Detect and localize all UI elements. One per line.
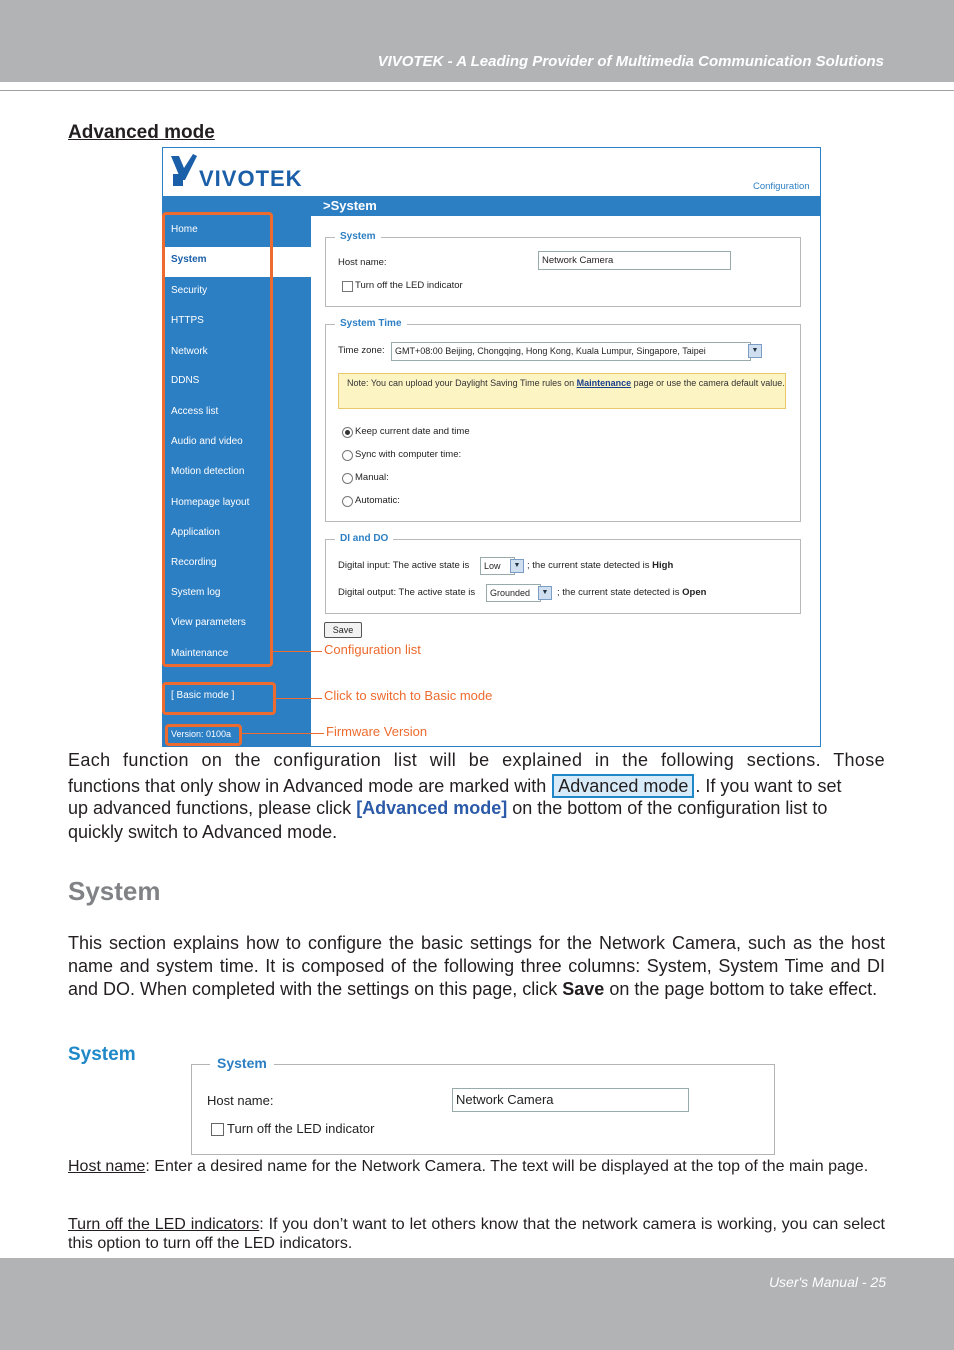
di-state-label [527, 560, 673, 571]
host-name-desc: : Enter a desired name for the Network Camera. The text will be displayed at the top of the main page. [145, 1158, 869, 1175]
intro-line-3-post: on the bottom of the configuration list to [507, 798, 828, 818]
config-list-connector [270, 651, 322, 652]
logo-text: VIVOTEK [199, 166, 303, 191]
system-example-led-label: Turn off the LED indicator [227, 1121, 375, 1136]
do-dropdown-icon[interactable]: ▼ [538, 586, 552, 600]
do-select[interactable]: Grounded [486, 584, 541, 602]
basic-mode-link[interactable]: [ Basic mode ] [171, 690, 235, 701]
host-name-term: Host name [68, 1158, 146, 1175]
system-para-pre: This section explains how to configure the basic settings for the Network Camera, such as the host name and system time. It is composed of the following three columns: System, System Time and DI and DO. When completed with the settings on this page, click [68, 933, 885, 999]
system-para-save: Save [562, 979, 605, 999]
nav-item-system[interactable]: System [171, 254, 207, 265]
radio-keep-time[interactable] [342, 427, 353, 438]
radio-keep-time-label: Keep current date and time [355, 426, 470, 437]
config-list-highlight [162, 212, 273, 667]
basic-mode-connector [273, 698, 322, 699]
nav-item-maintenance[interactable]: Maintenance [171, 648, 229, 659]
radio-manual[interactable] [342, 473, 353, 484]
page-title-bar [311, 196, 820, 216]
system-fieldset [325, 237, 801, 307]
intro-line-2-pre: functions that only show in Advanced mode are marked with [68, 776, 547, 796]
system-heading: System [68, 876, 161, 906]
do-label: Digital output: The active state is [338, 587, 476, 598]
basic-mode-highlight [162, 682, 276, 715]
do-state-label [557, 587, 706, 598]
dst-note [338, 373, 786, 409]
nav-item-security[interactable]: Security [171, 285, 208, 296]
nav-item-audio-video[interactable]: Audio and video [171, 436, 243, 447]
di-state-pre: ; the current state detected is [527, 560, 653, 571]
di-state-value: High [652, 560, 674, 571]
nav-item-https[interactable]: HTTPS [171, 315, 204, 326]
page-title: >System [323, 198, 377, 213]
footer-bar [0, 1258, 954, 1350]
timezone-dropdown-icon[interactable]: ▼ [748, 344, 762, 358]
host-name-input[interactable]: Network Camera [538, 251, 731, 270]
radio-manual-label: Manual: [355, 472, 389, 483]
system-example-led-checkbox[interactable] [211, 1123, 224, 1136]
do-state-value: Open [682, 587, 707, 598]
system-legend: System [335, 231, 381, 242]
led-term: Turn off the LED indicators [68, 1216, 260, 1233]
host-name-description [68, 1157, 885, 1177]
dido-fieldset [325, 539, 801, 614]
nav-item-homepage-layout[interactable]: Homepage layout [171, 497, 250, 508]
callout-firmware: Firmware Version [326, 724, 428, 739]
led-description [68, 1215, 885, 1253]
intro-line-3-pre: up advanced functions, please click [68, 798, 357, 818]
do-state-pre: ; the current state detected is [557, 587, 683, 598]
nav-item-home[interactable]: Home [171, 224, 198, 235]
system-paragraph [68, 932, 885, 1001]
nav-item-motion-detection[interactable]: Motion detection [171, 466, 245, 477]
firmware-connector [240, 733, 324, 734]
intro-line-2 [68, 774, 885, 798]
logo-mark-icon [169, 154, 199, 188]
system-para-post: on the page bottom to take effect. [604, 979, 878, 999]
system-subheading: System [68, 1044, 136, 1065]
nav-item-system-log[interactable]: System log [171, 587, 221, 598]
note-text-post: page or use the camera default value. [631, 378, 785, 388]
timezone-label: Time zone: [338, 345, 385, 356]
system-example-host-label: Host name: [207, 1093, 274, 1108]
header-title: VIVOTEK - A Leading Provider of Multimedia Communication Solutions [377, 53, 884, 70]
system-example-legend: System [210, 1055, 274, 1071]
callout-basic-mode: Click to switch to Basic mode [324, 688, 493, 703]
intro-line-3 [68, 797, 885, 820]
intro-line-4: quickly switch to Advanced mode. [68, 822, 338, 842]
system-time-legend: System Time [335, 318, 407, 329]
note-maintenance-link[interactable]: Maintenance [576, 378, 632, 388]
intro-line-2-post: . If you want to set [695, 776, 842, 796]
firmware-highlight [165, 724, 242, 746]
nav-item-view-parameters[interactable]: View parameters [171, 617, 246, 628]
host-name-label: Host name: [338, 257, 387, 268]
nav-item-access-list[interactable]: Access list [171, 406, 219, 417]
nav-item-application[interactable]: Application [171, 527, 220, 538]
advanced-mode-link-text: [Advanced mode] [356, 798, 508, 818]
timezone-select[interactable]: GMT+08:00 Beijing, Chongqing, Hong Kong, Kuala Lumpur, Singapore, Taipei [391, 342, 751, 361]
page-number: User's Manual - 25 [768, 1274, 886, 1290]
advanced-mode-heading: Advanced mode [68, 122, 215, 143]
configuration-link[interactable]: Configuration [753, 181, 810, 192]
led-desc: : If you don’t want to let others know that the network camera is working, you can select this option to turn off the LED indicators. [68, 1216, 885, 1252]
firmware-version: Version: 0100a [171, 729, 232, 739]
header-divider [0, 90, 954, 91]
save-button[interactable]: Save [324, 622, 362, 638]
callout-config-list: Configuration list [324, 642, 421, 657]
di-dropdown-icon[interactable]: ▼ [510, 559, 524, 573]
radio-automatic-label: Automatic: [355, 495, 400, 506]
system-example-host-input[interactable]: Network Camera [452, 1088, 689, 1112]
advanced-mode-badge: Advanced mode [552, 774, 694, 798]
nav-item-recording[interactable]: Recording [171, 557, 217, 568]
di-label: Digital input: The active state is [338, 560, 470, 571]
di-select[interactable]: Low [480, 557, 515, 575]
note-text-pre: Note: You can upload your Daylight Saving Time rules on [347, 378, 577, 388]
nav-item-ddns[interactable]: DDNS [171, 375, 200, 386]
nav-item-network[interactable]: Network [171, 346, 208, 357]
intro-line-1: Each function on the configuration list will be explained in the following sections. Those [68, 750, 885, 770]
led-label: Turn off the LED indicator [355, 280, 463, 291]
radio-sync-label: Sync with computer time: [355, 449, 462, 460]
led-checkbox[interactable] [342, 281, 353, 292]
radio-sync-computer[interactable] [342, 450, 353, 461]
radio-automatic[interactable] [342, 496, 353, 507]
dido-legend: DI and DO [335, 533, 393, 544]
vivotek-logo [169, 154, 309, 190]
